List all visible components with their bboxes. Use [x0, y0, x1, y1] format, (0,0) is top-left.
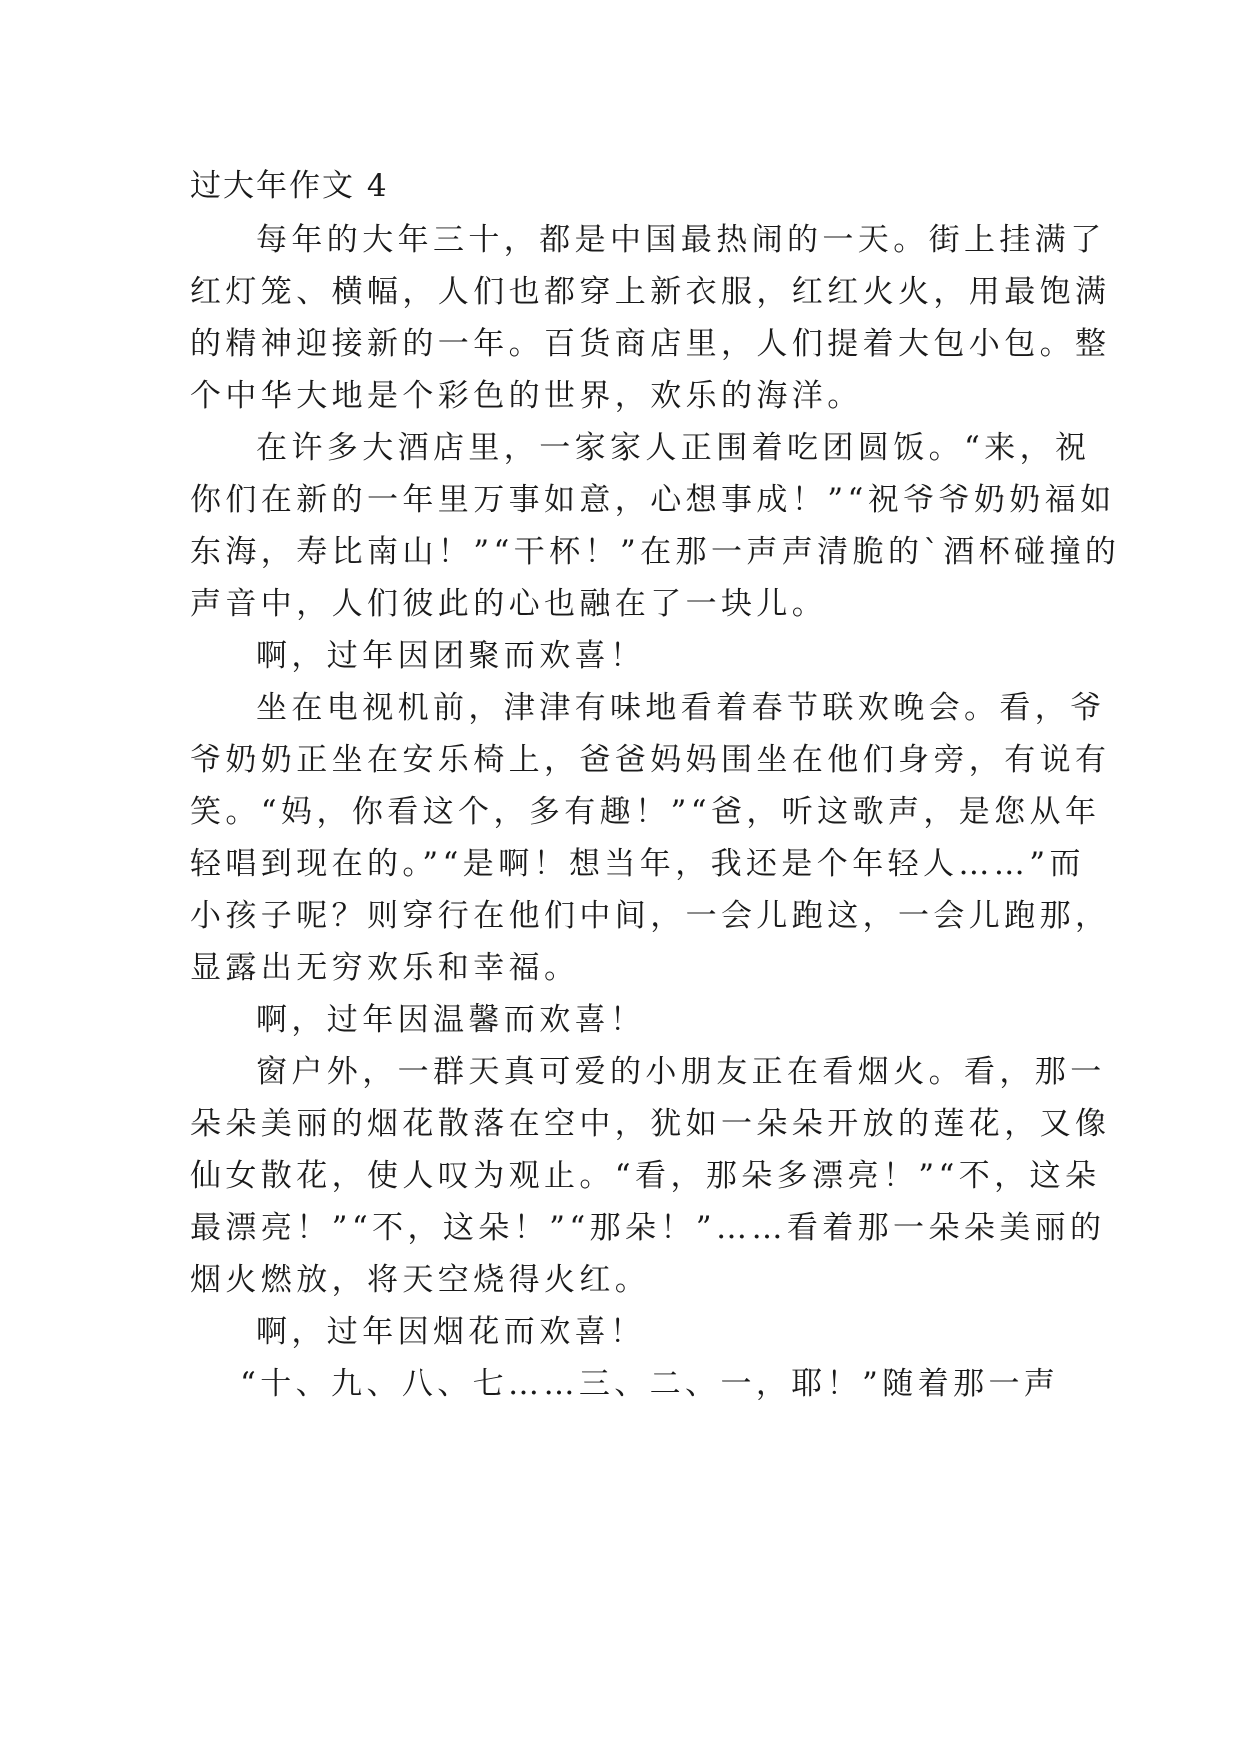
paragraph-line: 仙女散花，使人叹为观止。“看，那朵多漂亮！”“不，这朵 [190, 1158, 1101, 1194]
paragraph-line: 烟火燃放，将天空烧得火红。 [190, 1262, 651, 1298]
paragraph-line: 轻唱到现在的。”“是啊！想当年，我还是个年轻人……”而 [190, 846, 1085, 882]
paragraph-line: 声音中，人们彼此的心也融在了一块儿。 [190, 586, 828, 622]
paragraph-line: 爷奶奶正坐在安乐椅上，爸爸妈妈围坐在他们身旁，有说有 [190, 742, 1111, 778]
paragraph-line: 笑。“妈，你看这个，多有趣！”“爸，听这歌声，是您从年 [190, 794, 1101, 830]
paragraph-line: 你们在新的一年里万事如意，心想事成！”“祝爷爷奶奶福如 [190, 482, 1116, 518]
paragraph-line: 最漂亮！”“不，这朵！”“那朵！”……看着那一朵朵美丽的 [190, 1210, 1106, 1246]
paragraph-line: 啊，过年因团聚而欢喜！ [256, 638, 646, 674]
paragraph-line: 个中华大地是个彩色的世界，欢乐的海洋。 [190, 378, 863, 414]
paragraph-line: 红灯笼、横幅，人们也都穿上新衣服，红红火火，用最饱满 [190, 274, 1111, 310]
paragraph-line: 窗户外，一群天真可爱的小朋友正在看烟火。看，那一 [256, 1054, 1106, 1090]
paragraph-line: 在许多大酒店里，一家家人正围着吃团圆饭。“来，祝 [256, 430, 1091, 466]
paragraph-line: “十、九、八、七……三、二、一，耶！”随着那一声 [240, 1366, 1060, 1402]
paragraph-line: 每年的大年三十，都是中国最热闹的一天。街上挂满了 [256, 222, 1106, 258]
paragraph-line: 显露出无穷欢乐和幸福。 [190, 950, 580, 986]
paragraph-line: 东海，寿比南山！”“干杯！”在那一声声清脆的`酒杯碰撞的 [190, 534, 1121, 570]
paragraph-line: 小孩子呢？则穿行在他们中间，一会儿跑这，一会儿跑那， [190, 898, 1111, 934]
paragraph-line: 的精神迎接新的一年。百货商店里，人们提着大包小包。整 [190, 326, 1111, 362]
document-title: 过大年作文 4 [190, 168, 389, 204]
paragraph-line: 啊，过年因温馨而欢喜！ [256, 1002, 646, 1038]
paragraph-line: 坐在电视机前，津津有味地看着春节联欢晚会。看，爷 [256, 690, 1106, 726]
paragraph-line: 啊，过年因烟花而欢喜！ [256, 1314, 646, 1350]
paragraph-line: 朵朵美丽的烟花散落在空中，犹如一朵朵开放的莲花，又像 [190, 1106, 1111, 1142]
